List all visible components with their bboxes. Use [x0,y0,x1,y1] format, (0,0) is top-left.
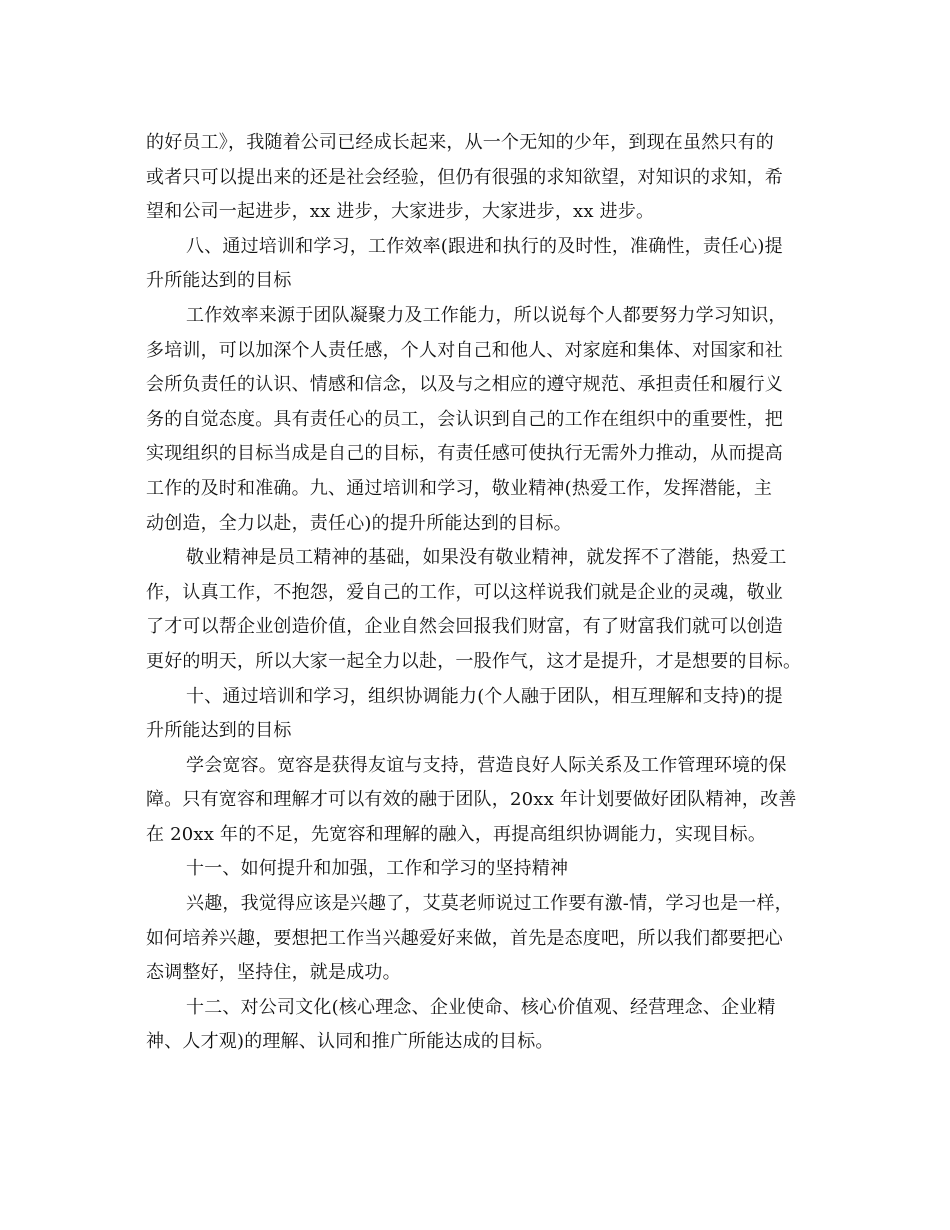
text-line: 十、通过培训和学习，组织协调能力(个人融于团队，相互理解和支持)的提 [186,685,783,707]
text-line: 十二、对公司文化(核心理念、企业使命、核心价值观、经营理念、企业精 [186,996,776,1018]
text-line: 升所能达到的目标 [146,720,292,742]
text-line: 务的自觉态度。具有责任心的员工，会认识到自己的工作在组织中的重要性，把 [146,408,783,430]
text-line: 兴趣，我觉得应该是兴趣了，艾莫老师说过工作要有激-情，学习也是一样， [186,893,793,915]
text-line: 或者只可以提出来的还是社会经验，但仍有很强的求知欲望，对知识的求知，希 [146,166,783,188]
text-line: 态调整好，坚持住，就是成功。 [146,962,401,984]
text-line: 实现组织的目标当成是自己的目标，有责任感可使执行无需外力推动，从而提高 [146,443,783,465]
text-line: 敬业精神是员工精神的基础，如果没有敬业精神，就发挥不了潜能，热爱工 [186,547,787,569]
text-line: 工作效率来源于团队凝聚力及工作能力，所以说每个人都要努力学习知识， [186,304,787,326]
text-line: 动创造，全力以赴，责任心)的提升所能达到的目标。 [146,512,572,534]
text-line: 八、通过培训和学习，工作效率(跟进和执行的及时性，准确性，责任心)提 [186,235,783,257]
text-line: 的好员工》，我随着公司已经成长起来，从一个无知的少年，到现在虽然只有的 [146,132,774,153]
text-line: 十一、如何提升和加强，工作和学习的坚持精神 [186,858,569,880]
text-line: 多培训，可以加深个人责任感，个人对自己和他人、对家庭和集体、对国家和社 [146,339,783,361]
text-line: 会所负责任的认识、情感和信念，以及与之相应的遵守规范、承担责任和履行义 [146,374,783,396]
text-line: 障。只有宽容和理解才可以有效的融于团队，20xx 年计划要做好团队精神，改善 [146,789,797,811]
text-line: 如何培养兴趣，要想把工作当兴趣爱好来做，首先是态度吧，所以我们都要把心 [146,927,783,949]
text-line: 在 20xx 年的不足，先宽容和理解的融入，再提高组织协调能力，实现目标。 [146,823,767,845]
text-line: 作，认真工作，不抱怨，爱自己的工作，可以这样说我们就是企业的灵魂，敬业 [146,581,783,603]
text-line: 工作的及时和准确。九、通过培训和学习，敬业精神(热爱工作，发挥潜能，主 [146,477,773,499]
text-line: 学会宽容。宽容是获得友谊与支持，营造良好人际关系及工作管理环境的保 [186,754,787,776]
text-line: 了才可以帮企业创造价值，企业自然会回报我们财富，有了财富我们就可以创造 [146,616,783,638]
text-line: 更好的明天，所以大家一起全力以赴，一股作气，这才是提升，才是想要的目标。 [146,650,802,672]
document-body [146,126,806,1060]
text-line: 望和公司一起进步，xx 进步，大家进步，大家进步，xx 进步。 [146,201,655,223]
text-line: 升所能达到的目标 [146,270,292,292]
text-line: 神、人才观)的理解、认同和推广所能达成的目标。 [146,1031,554,1053]
